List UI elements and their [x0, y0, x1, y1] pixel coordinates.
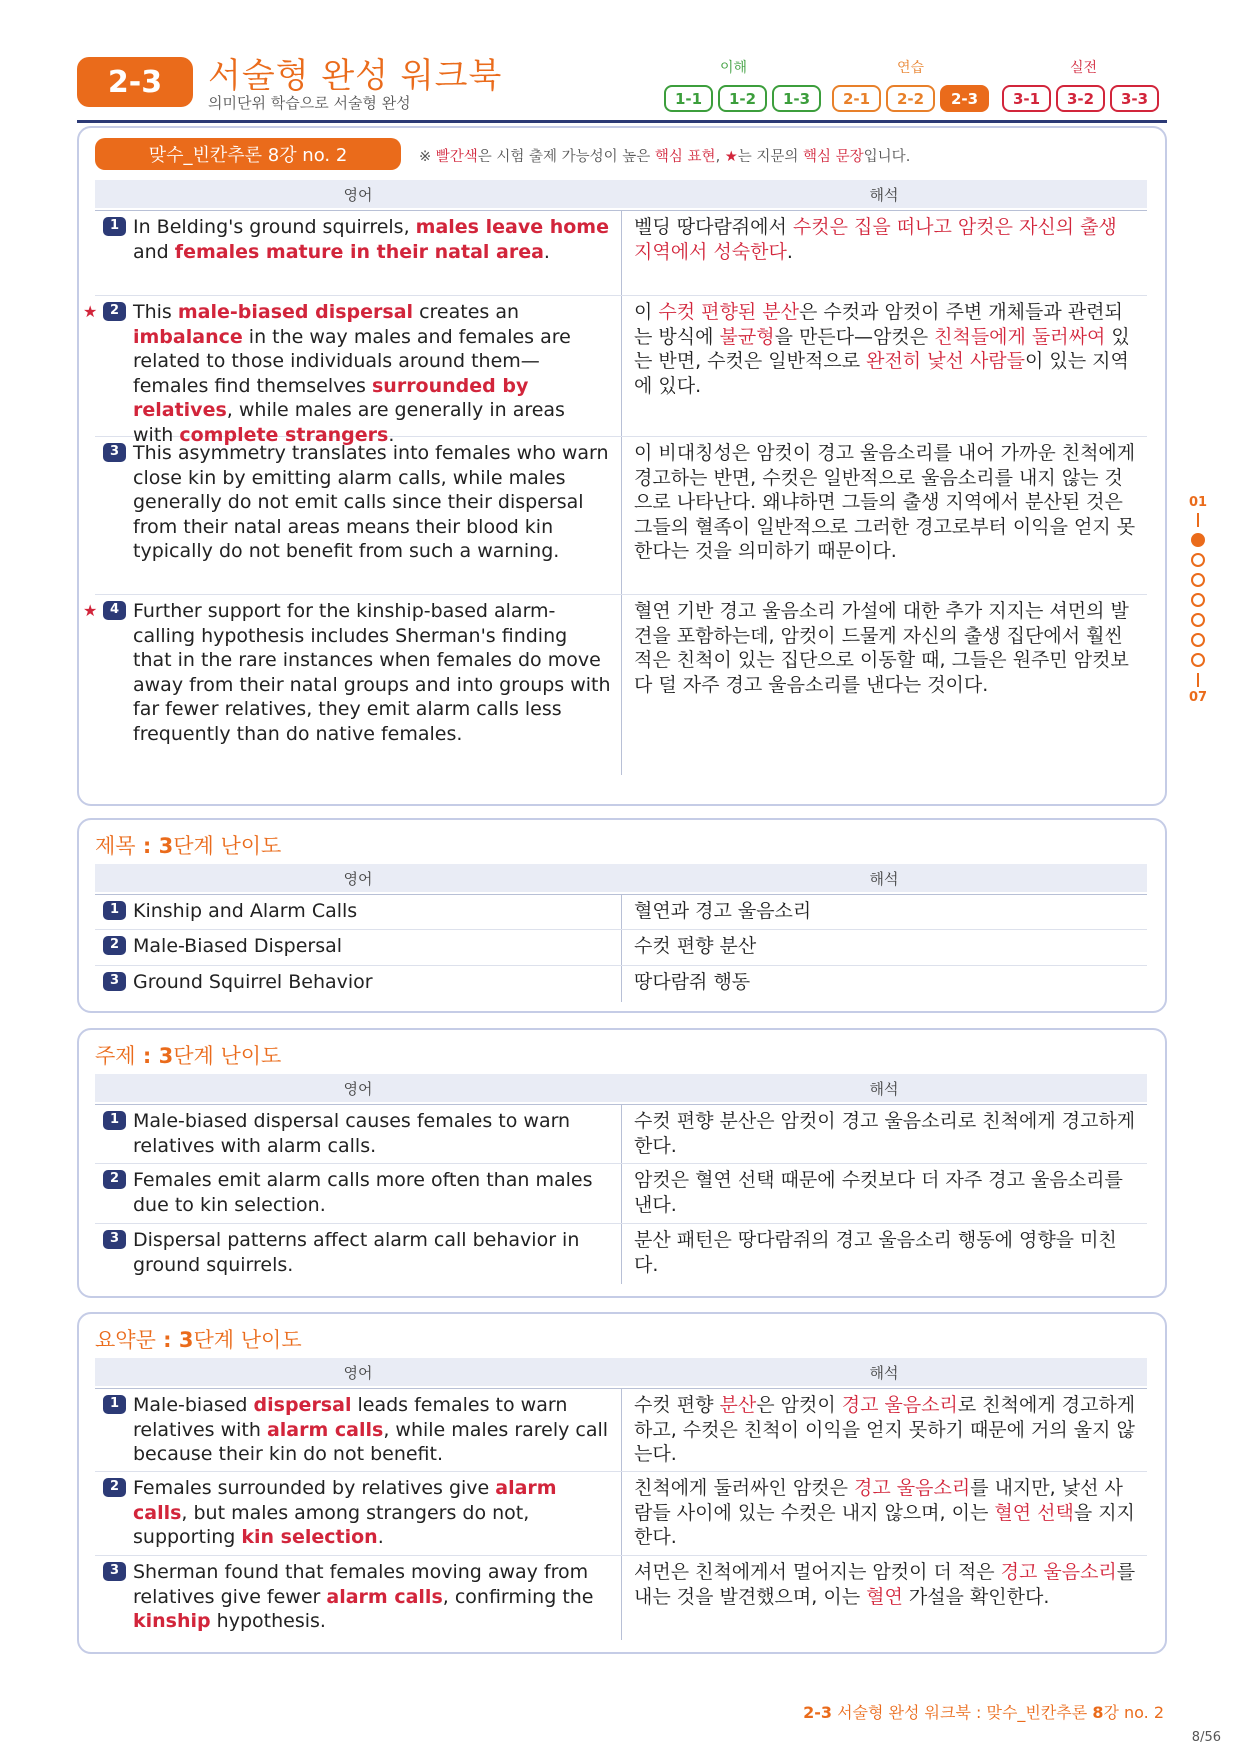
key-expression: dispersal [253, 1394, 352, 1416]
title-row [95, 894, 1147, 930]
summary-section-heading: 요약문 : 3단계 난이도 [95, 1328, 302, 1352]
progress-dot [1191, 653, 1205, 667]
passage-en-2: ★ 2 This male-biased dispersal creates an imbalance in the way males and females are related to those individuals around them—females find themselves surrounded by relatives, while males are generally in areas with complete strangers. [95, 296, 622, 436]
theme-row [95, 1164, 1147, 1224]
legend-note: ※ 빨간색은 시험 출제 가능성이 높은 핵심 표현, ★는 지문의 핵심 문장입니다. [419, 149, 911, 165]
summary-option-ko: 수컷 편향 분산은 암컷이 경고 울음소리로 친척에게 경고하게 하고, 수컷은 친척이 이익을 얻지 못하기 때문에 거의 울지 않는다. [634, 1394, 1136, 1465]
progress-dot [1191, 553, 1205, 567]
title-option-ko: 수컷 편향 분산 [634, 935, 757, 957]
col-header-korean: 해석 [869, 869, 899, 888]
level-pill-1-1[interactable]: 1-1 [664, 85, 713, 112]
title-row [95, 930, 1147, 966]
level-pill-3-2[interactable]: 3-2 [1056, 85, 1105, 112]
progress-dot [1191, 633, 1205, 647]
key-expression: 경고 울음소리 [1000, 1561, 1117, 1583]
passage-en-1: 1 In Belding's ground squirrels, males leave home and females mature in their natal area. [95, 211, 622, 295]
col-header-korean: 해석 [869, 1079, 899, 1098]
col-header-korean: 해석 [869, 1363, 899, 1382]
col-header-korean: 해석 [869, 185, 899, 204]
level-pill-1-3[interactable]: 1-3 [772, 85, 821, 112]
summary-table-header [95, 1358, 1147, 1386]
summary-section [77, 1312, 1167, 1654]
level-label-understand: 이해 [720, 60, 748, 76]
key-expression: alarm calls [326, 1585, 443, 1608]
key-expression: 혈연 선택 [994, 1501, 1074, 1524]
col-header-english: 영어 [343, 185, 373, 204]
title-option-en: Ground Squirrel Behavior [133, 971, 373, 993]
progress-dot [1191, 613, 1205, 627]
passage-en-3: 3 This asymmetry translates into females who warn close kin by emitting alarm calls, while males generally do not emit calls since their dispersal from their natal areas means their blood kin typically do not benefit from such a warning. [95, 437, 622, 594]
key-expression: 경고 울음소리 [841, 1394, 958, 1416]
side-nav-end: 07 [1188, 690, 1208, 705]
summary-row [95, 1388, 1147, 1472]
passage-ko-2: 이 수컷 편향된 분산은 수컷과 암컷이 주변 개체들과 관련되는 방식에 불균형을 만든다—암컷은 친척들에게 둘러싸여 있는 반면, 수컷은 일반적으로 완전히 낯선 사람들이 있는 지역에 있다. [634, 301, 1130, 397]
passage-row [83, 595, 1147, 775]
page-number: 8/56 [1191, 1730, 1221, 1745]
title-option-en: Kinship and Alarm Calls [133, 900, 358, 922]
level-pill-3-1[interactable]: 3-1 [1002, 85, 1051, 112]
key-expression: 혈연 [866, 1585, 903, 1608]
theme-table-header [95, 1074, 1147, 1102]
level-pill-2-1[interactable]: 2-1 [832, 85, 881, 112]
passage-title: 맞수_빈칸추론 8강 no. 2 [95, 138, 401, 170]
key-expression: males leave home [415, 216, 609, 238]
summary-option-en: Male-biased dispersal leads females to warn relatives with alarm calls, while males rarely call because their kin do not benefit. [133, 1394, 609, 1465]
progress-dots [1188, 533, 1208, 667]
passage-section [77, 126, 1167, 806]
key-expression: alarm calls [133, 1477, 557, 1524]
passage-row [95, 210, 1147, 296]
key-sentence-star: ★ [83, 601, 98, 620]
summary-option-en: Females surrounded by relatives give alarm calls, but males among strangers do not, supporting kin selection. [133, 1477, 557, 1548]
key-expression: male-biased dispersal [177, 301, 414, 323]
theme-row [95, 1224, 1147, 1284]
key-expression: 불균형 [719, 325, 775, 348]
side-progress-nav [1188, 495, 1208, 705]
title-option-ko: 땅다람쥐 행동 [634, 971, 751, 993]
sentence-number: 2 [103, 302, 126, 321]
key-expression: 수컷 편향된 분산 [658, 301, 799, 323]
col-header-english: 영어 [343, 1079, 373, 1098]
progress-dot [1191, 573, 1205, 587]
summary-option-en: Sherman found that females moving away from relatives give fewer alarm calls, confirming the kinship hypothesis. [133, 1561, 594, 1632]
key-expression: surrounded by relatives [133, 374, 529, 421]
theme-option-ko: 분산 패턴은 땅다람쥐의 경고 울음소리 행동에 영향을 미친다. [634, 1229, 1117, 1276]
side-nav-start: 01 [1188, 495, 1208, 510]
option-number: 3 [103, 1562, 126, 1581]
theme-row [95, 1104, 1147, 1164]
option-number: 2 [103, 1170, 126, 1189]
level-label-practice: 연습 [897, 60, 925, 76]
col-header-english: 영어 [343, 1363, 373, 1382]
title-row [95, 966, 1147, 1002]
option-number: 3 [103, 1230, 126, 1249]
option-number: 2 [103, 1478, 126, 1497]
passage-row [95, 437, 1147, 595]
key-expression: 수컷은 집을 떠나고 암컷은 자신의 출생 지역에서 성숙한다 [634, 216, 1117, 263]
summary-option-ko: 셔먼은 친척에게서 멀어지는 암컷이 더 적은 경고 울음소리를 내는 것을 발견했으며, 이는 혈연 가설을 확인한다. [634, 1561, 1136, 1608]
summary-row [95, 1472, 1147, 1556]
theme-option-ko: 암컷은 혈연 선택 때문에 수컷보다 더 자주 경고 울음소리를 낸다. [634, 1169, 1123, 1216]
key-expression: kin selection [241, 1526, 378, 1548]
header-divider [77, 120, 1167, 123]
theme-option-ko: 수컷 편향 분산은 암컷이 경고 울음소리로 친척에게 경고하게 한다. [634, 1110, 1136, 1157]
option-number: 1 [103, 1111, 126, 1130]
theme-section [77, 1028, 1167, 1298]
level-pill-3-3[interactable]: 3-3 [1110, 85, 1159, 112]
level-pill-2-3[interactable]: 2-3 [940, 85, 989, 112]
level-label-real: 실전 [1070, 60, 1098, 76]
page-title: 서술형 완성 워크북 [208, 56, 503, 96]
sentence-number: 1 [103, 217, 126, 236]
theme-option-en: Females emit alarm calls more often than males due to kin selection. [133, 1169, 593, 1216]
option-number: 3 [103, 972, 126, 991]
workbook-badge: 2-3 [77, 57, 193, 107]
title-section-heading: 제목 : 3단계 난이도 [95, 834, 282, 858]
key-expression: 완전히 낯선 사람들 [866, 350, 1026, 372]
key-expression: complete strangers [179, 423, 389, 446]
key-expression: 경고 울음소리 [854, 1477, 971, 1499]
page-subtitle: 의미단위 학습으로 서술형 완성 [208, 94, 411, 112]
sentence-number: 3 [103, 443, 126, 462]
key-sentence-star: ★ [83, 302, 98, 321]
progress-dot [1191, 593, 1205, 607]
theme-option-en: Male-biased dispersal causes females to warn relatives with alarm calls. [133, 1110, 571, 1157]
option-number: 1 [103, 1395, 126, 1414]
option-number: 2 [103, 936, 126, 955]
sentence-number: 4 [103, 601, 126, 620]
key-expression: females mature in their natal area [174, 240, 544, 263]
passage-en-4: ★ 4 Further support for the kinship-based alarm-calling hypothesis includes Sherman's finding that in the rare instances when females do move away from their natal groups and into groups with far fewer relatives, they emit alarm calls less frequently than do native females. [95, 595, 622, 775]
theme-section-heading: 주제 : 3단계 난이도 [95, 1044, 282, 1068]
key-expression: 친척들에게 둘러싸여 [934, 325, 1106, 348]
passage-row [83, 296, 1147, 446]
level-pill-1-2[interactable]: 1-2 [718, 85, 767, 112]
passage-ko-4: 혈연 기반 경고 울음소리 가설에 대한 추가 지지는 셔먼의 발견을 포함하는데, 암컷이 드물게 자신의 출생 집단에서 훨씬 적은 친척이 있는 집단으로 이동할 때, 그들은 원주민 암컷보다 덜 자주 경고 울음소리를 낸다는 것이다. [634, 600, 1129, 696]
title-option-ko: 혈연과 경고 울음소리 [634, 900, 812, 922]
title-option-en: Male-Biased Dispersal [133, 935, 343, 957]
title-table-header [95, 864, 1147, 892]
title-section [77, 818, 1167, 1013]
key-expression: kinship [133, 1610, 211, 1632]
summary-row [95, 1556, 1147, 1640]
passage-table-header [95, 180, 1147, 208]
footer-title: 2-3 서술형 완성 워크북 : 맞수_빈칸추론 8강 no. 2 [803, 1703, 1164, 1722]
progress-dot [1191, 533, 1205, 547]
level-pill-2-2[interactable]: 2-2 [886, 85, 935, 112]
passage-ko-3: 이 비대칭성은 암컷이 경고 울음소리를 내어 가까운 친척에게 경고하는 반면, 수컷은 일반적으로 울음소리를 내지 않는 것으로 나타난다. 왜냐하면 그들의 출생 지역에서 분산된 것은 그들의 혈족이 일반적으로 그러한 경고로부터 이익을 얻지 못한다는 것을 의미하기 때문이다. [634, 442, 1136, 562]
key-expression: 분산 [719, 1394, 757, 1416]
col-header-english: 영어 [343, 869, 373, 888]
summary-option-ko: 친척에게 둘러싸인 암컷은 경고 울음소리를 내지만, 낯선 사람들 사이에 있는 수컷은 내지 않으며, 이는 혈연 선택을 지지한다. [634, 1477, 1135, 1548]
option-number: 1 [103, 901, 126, 920]
passage-ko-1: 벨딩 땅다람쥐에서 수컷은 집을 떠나고 암컷은 자신의 출생 지역에서 성숙한다. [634, 216, 1117, 263]
theme-option-en: Dispersal patterns affect alarm call behavior in ground squirrels. [133, 1229, 580, 1276]
key-expression: imbalance [133, 325, 243, 348]
key-expression: alarm calls [266, 1418, 384, 1441]
